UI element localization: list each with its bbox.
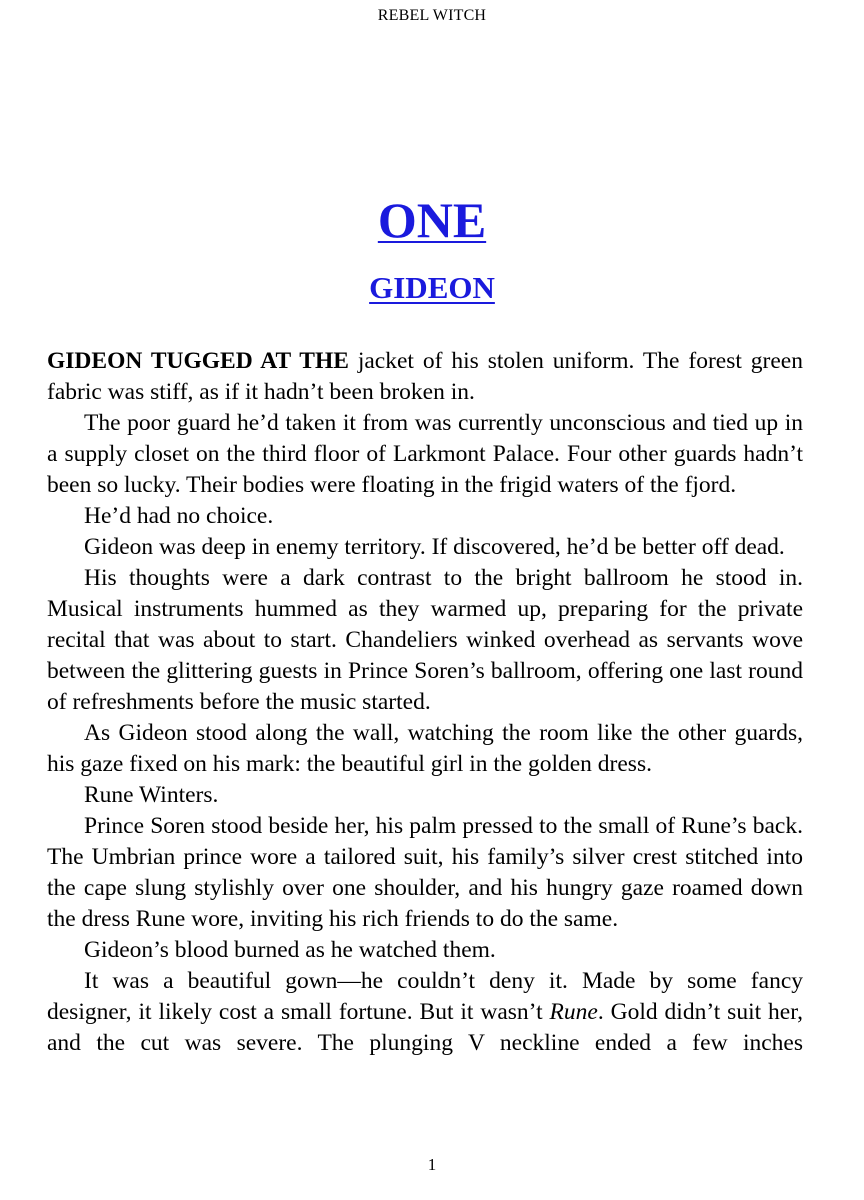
paragraph (47, 966, 803, 1059)
paragraph-text: jacket of his stolen uniform. The forest green fabric was stiff, as if it hadn’t been broken in. (47, 348, 803, 405)
paragraph: He’d had no choice. (84, 503, 274, 529)
paragraph: Rune Winters. (84, 782, 219, 808)
paragraph-emphasis: Rune (549, 999, 598, 1025)
paragraph: Prince Soren stood beside her, his palm pressed to the small of Rune’s back. The Umbrian prince wore a tailored suit, his family’s silver crest stitched into the cape slung stylishly over one shoulder, and his hungry gaze roamed down the dress Rune wore, inviting his rich friends to do the same. (47, 813, 803, 932)
chapter-subheading (0, 268, 864, 308)
paragraph: The poor guard he’d taken it from was currently unconscious and tied up in a supply closet on the third floor of Larkmont Palace. Four other guards hadn’t been so lucky. Their bodies were floating in the frigid waters of the fjord. (47, 410, 803, 498)
paragraph-text: It was a beautiful gown—he couldn’t deny it. Made by some fancy designer, it likely cost a small fortune. But it wasn’t (47, 968, 803, 1025)
chapter-subtitle-link[interactable]: GIDEON (369, 270, 495, 305)
running-head: REBEL WITCH (377, 7, 487, 24)
paragraph: His thoughts were a dark contrast to the bright ballroom he stood in. Musical instruments hummed as they warmed up, preparing for the private recital that was about to start. Chandeliers winked overhead as servants wove between the glittering guests in Prince Soren’s ballroom, offering one last round of refreshments before the music started. (47, 565, 803, 715)
paragraph: Gideon’s blood burned as he watched them. (84, 937, 496, 963)
paragraph (47, 346, 803, 408)
paragraph: Gideon was deep in enemy territory. If discovered, he’d be better off dead. (84, 534, 785, 560)
paragraph: As Gideon stood along the wall, watching the room like the other guards, his gaze fixed on his mark: the beautiful girl in the golden dress. (47, 720, 803, 777)
chapter-heading (0, 190, 864, 250)
chapter-body (47, 346, 803, 1059)
paragraph-lead-in: GIDEON TUGGED AT THE (47, 348, 349, 374)
paragraph-text: . Gold didn’t suit her, and the cut was severe. The plunging V neckline ended a few inches (47, 999, 803, 1056)
chapter-number-link[interactable]: ONE (377, 192, 487, 248)
page-number: 1 (427, 1155, 437, 1174)
